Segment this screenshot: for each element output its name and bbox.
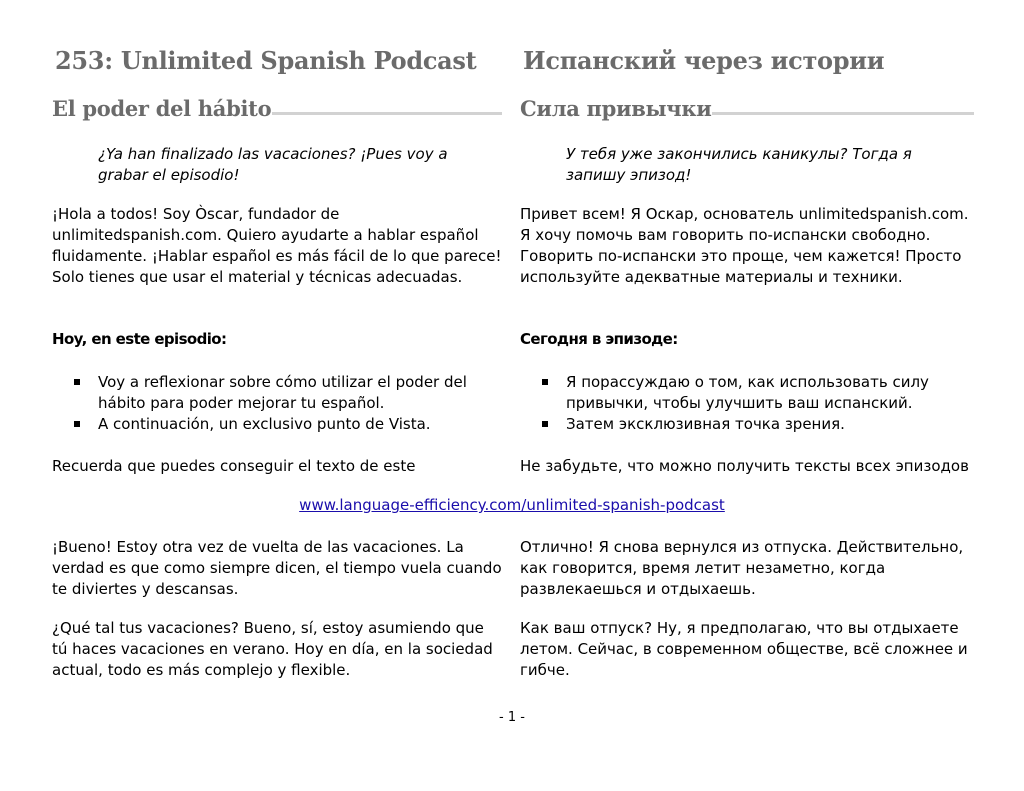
- list-item-text: Я порассуждаю о том, как использовать силу привычки, чтобы улучшить ваш испанский.: [566, 373, 929, 412]
- square-bullet-icon: [542, 421, 548, 427]
- section-subtitle: El poder del hábito: [52, 96, 272, 121]
- page-title: 253: Unlimited Spanish Podcast: [55, 46, 477, 75]
- intro-quote-translation: У тебя уже закончились каникулы? Тогда я запишу эпизод!: [566, 145, 912, 184]
- intro-paragraph-translation: Привет всем! Я Оскар, основатель unlimitedspanish.com. Я хочу помочь вам говорить по-испански свободно. Говорить по-испански это проще, чем кажется! Просто используйте адекватные материалы и техники.: [520, 205, 969, 286]
- list-item: [542, 372, 972, 414]
- heading-rule: [712, 112, 974, 115]
- intro-quote: ¿Ya han finalizado las vacaciones? ¡Pues voy a grabar el episodio!: [98, 145, 448, 184]
- episode-bullet-list: [74, 372, 504, 435]
- intro-paragraph: ¡Hola a todos! Soy Òscar, fundador de unlimitedspanish.com. Quiero ayudarte a hablar español fluidamente. ¡Hablar español es más fácil de lo que parece! Solo tienes que usar el material y técnicas adecuadas.: [52, 205, 502, 286]
- podcast-link[interactable]: www.language-efficiency.com/unlimited-spanish-podcast: [299, 496, 725, 514]
- reminder-text: Recuerda que puedes conseguir el texto de este: [52, 457, 416, 475]
- list-item-text: A continuación, un exclusivo punto de Vista.: [98, 415, 431, 433]
- list-item-text: Затем эксклюзивная точка зрения.: [566, 415, 845, 433]
- page-number: - 1 -: [499, 710, 525, 725]
- episode-heading-translation: Сегодня в эпизоде:: [520, 330, 678, 348]
- body-paragraph-2-translation: Как ваш отпуск? Ну, я предполагаю, что вы отдыхаете летом. Сейчас, в современном обществе, всё сложнее и гибче.: [520, 619, 968, 679]
- square-bullet-icon: [542, 379, 548, 385]
- reminder-text-translation: Не забудьте, что можно получить тексты всех эпизодов: [520, 457, 969, 475]
- list-item: [74, 372, 504, 414]
- body-paragraph-2: ¿Qué tal tus vacaciones? Bueno, sí, estoy asumiendo que tú haces vacaciones en verano. Hoy en día, en la sociedad actual, todo es más complejo y flexible.: [52, 619, 493, 679]
- list-item: [542, 414, 972, 435]
- section-heading-row-translation: [520, 96, 976, 130]
- page-title-translation: Испанский через истории: [523, 46, 885, 75]
- square-bullet-icon: [74, 379, 80, 385]
- episode-heading: Hoy, en este episodio:: [52, 330, 227, 348]
- heading-rule: [272, 112, 502, 115]
- episode-bullet-list-translation: [542, 372, 972, 435]
- square-bullet-icon: [74, 421, 80, 427]
- list-item-text: Voy a reflexionar sobre cómo utilizar el poder del hábito para poder mejorar tu español.: [98, 373, 467, 412]
- section-heading-row: [52, 96, 508, 130]
- list-item: [74, 414, 504, 435]
- body-paragraph-1: ¡Bueno! Estoy otra vez de vuelta de las vacaciones. La verdad es que como siempre dicen, el tiempo vuela cuando te diviertes y descansas.: [52, 538, 502, 598]
- body-paragraph-1-translation: Отлично! Я снова вернулся из отпуска. Действительно, как говорится, время летит незаметно, когда развлекаешься и отдыхаешь.: [520, 538, 964, 598]
- section-subtitle-translation: Сила привычки: [520, 96, 712, 121]
